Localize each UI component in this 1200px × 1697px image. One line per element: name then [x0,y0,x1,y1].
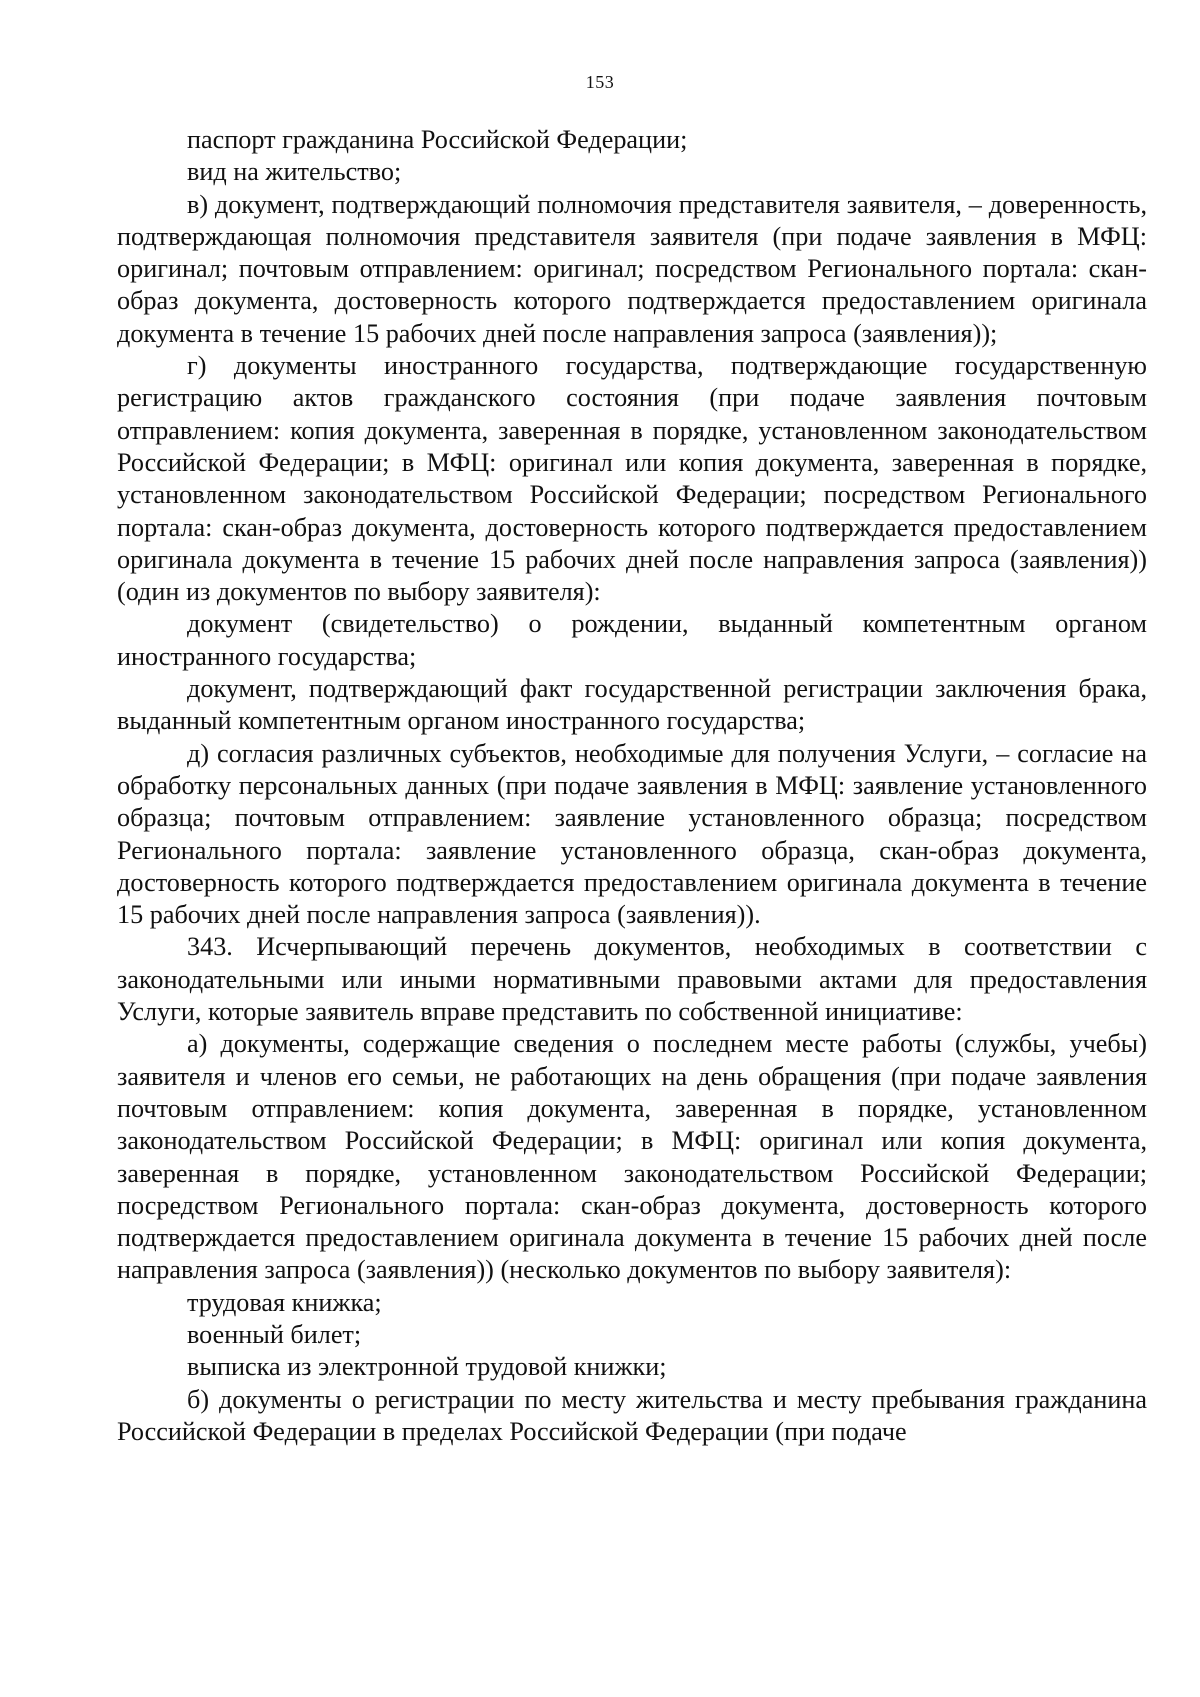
paragraph-marriage-registration: документ, подтверждающий факт государственной регистрации заключения брака, выданный компетентным органом иностранного государства; [117,674,1147,736]
paragraph-residence-permit: вид на жительство; [187,157,402,187]
document-body [117,124,1147,1448]
paragraph-item-b: б) документы о регистрации по месту жительства и месту пребывания гражданина Российской Федерации в пределах Российской Федерации (при подаче [117,1384,1147,1446]
paragraph-section-343: 343. Исчерпывающий перечень документов, необходимых в соответствии с законодательными или иными нормативными правовыми актами для предоставления Услуги, которые заявитель вправе представить по собственной инициативе: [117,932,1147,1027]
paragraph-electronic-employment-record: выписка из электронной трудовой книжки; [187,1352,667,1382]
paragraph-passport: паспорт гражданина Российской Федерации; [187,125,688,154]
paragraph-item-v: в) документ, подтверждающий полномочия представителя заявителя, – доверенность, подтверждающая полномочия представителя заявителя (при подаче заявления в МФЦ: оригинал; почтовым отправлением: оригинал; посредством Регионального портала: скан-образ документа, достоверность которого подтверждается предоставлением оригинала документа в течение 15 рабочих дней после направления запроса (заявления)); [117,189,1147,348]
paragraph-item-a: а) документы, содержащие сведения о последнем месте работы (службы, учебы) заявителя и членов его семьи, не работающих на день обращения (при подаче заявления почтовым отправлением: копия документа, заверенная в порядке, установленном законодательством Российской Федерации; в МФЦ: оригинал или копия документа, заверенная в порядке, установленном законодательством Российской Федерации; посредством Регионального портала: скан-образ документа, достоверность которого подтверждается предоставлением оригинала документа в течение 15 рабочих дней после направления запроса (заявления)) (несколько документов по выбору заявителя): [117,1029,1147,1285]
page-number: 153 [585,72,615,92]
paragraph-item-d: д) согласия различных субъектов, необходимые для получения Услуги, – согласие на обработку персональных данных (при подаче заявления в МФЦ: заявление установленного образца; почтовым отправлением: заявление установленного образца; посредством Регионального портала: заявление установленного образца, скан-образ документа, достоверность которого подтверждается предоставлением оригинала документа в течение 15 рабочих дней после направления запроса (заявления)). [117,738,1147,930]
paragraph-military-id: военный билет; [187,1319,362,1349]
paragraph-item-g: г) документы иностранного государства, подтверждающие государственную регистрацию актов гражданского состояния (при подаче заявления почтовым отправлением: копия документа, заверенная в порядке, установленном законодательством Российской Федерации; в МФЦ: оригинал или копия документа, заверенная в порядке, установленном законодательством Российской Федерации; посредством Регионального портала: скан-образ документа, достоверность которого подтверждается предоставлением оригинала документа в течение 15 рабочих дней после направления запроса (заявления)) (один из документов по выбору заявителя): [117,351,1147,607]
paragraph-birth-certificate: документ (свидетельство) о рождении, выданный компетентным органом иностранного государства; [117,609,1147,671]
paragraph-employment-book: трудовая книжка; [187,1287,382,1317]
